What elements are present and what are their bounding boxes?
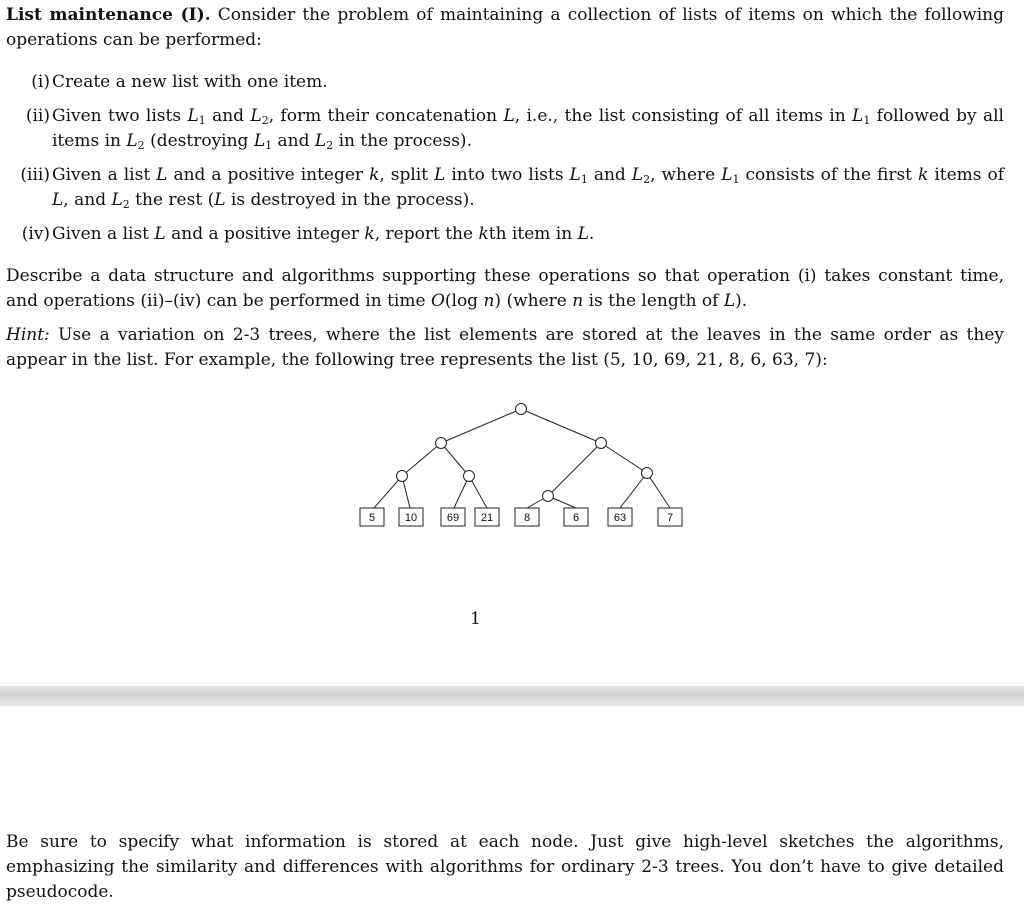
tree-leaf [475, 508, 499, 526]
problem-statement [6, 3, 1004, 53]
tree-leaf [658, 508, 682, 526]
leaf-value: 5 [368, 512, 376, 524]
leaf-value: 8 [523, 512, 531, 524]
tree-edge [521, 409, 601, 443]
tree-internal-node [596, 438, 607, 449]
problem-title: List maintenance (I). [6, 5, 211, 25]
operation-text: Given a list L and a positive integer k, report the kth item in L. [52, 224, 595, 244]
tree-root-node [516, 404, 527, 415]
tree-internal-node [543, 491, 554, 502]
tree-edge [601, 443, 647, 473]
tree-internal-node [436, 438, 447, 449]
operation-label: (ii) [25, 106, 50, 126]
page-number: 1 [470, 609, 481, 629]
tree-edge [647, 473, 670, 508]
operation-label: (iv) [21, 224, 50, 244]
task-description: Describe a data structure and algorithms supporting these operations so that operation (i) takes constant time, and operations (ii)–(iv) can be performed in time O(log n) (where n is the length of L). [6, 266, 1004, 311]
tree-internal-node [642, 468, 653, 479]
tree-edge [548, 443, 601, 496]
tree-edge [441, 443, 469, 476]
page-separator [0, 686, 1024, 706]
leaf-value: 7 [666, 512, 674, 524]
hint-paragraph [6, 323, 1004, 373]
tree-leaf [515, 508, 539, 526]
operation-label: (i) [31, 72, 50, 92]
tree-edges [374, 409, 670, 508]
final-instructions: Be sure to specify what information is stored at each node. Just give high-level sketches the algorithms, emphasizing the similarity and differences with algorithms for ordinary 2-3 trees. You don’t have to give detailed pseudocode. [6, 832, 1004, 902]
tree-internal-node [397, 471, 408, 482]
operation-text: Given two lists $L_1$ and $L_2$, form their concatenation L, i.e., the list consisting of all items in $L_1$ followed by all items in $L_2$ (destroying $L_1$ and $L_2$ in the process). [52, 106, 1004, 152]
tree-leaf [360, 508, 384, 526]
tree-diagram [350, 398, 690, 534]
operation-label: (iii) [20, 165, 50, 185]
operation-text: Given a list L and a positive integer k, split L into two lists $L_1$ and $L_2$, where $L_1$ consists of the first k items of L, and $L_2$ the rest (L is destroyed in the process). [52, 165, 1005, 211]
tree-internal-node [464, 471, 475, 482]
tree-edge [441, 409, 521, 443]
tree-leaf [399, 508, 423, 526]
hint-text: Use a variation on 2-3 trees, where the list elements are stored at the leaves in the same order as they appear in the list. For example, the following tree represents the list (5, 10, 69, 21, 8, 6, 63, 7): [6, 325, 1004, 370]
leaf-value: 21 [480, 512, 494, 524]
operation-text: Create a new list with one item. [52, 72, 328, 92]
leaf-value: 63 [613, 512, 627, 524]
leaf-value: 69 [446, 512, 460, 524]
tree-edge [620, 473, 647, 508]
tree-leaf [441, 508, 465, 526]
tree-leaf [564, 508, 588, 526]
hint-label: Hint: [6, 325, 50, 345]
leaf-value: 6 [572, 512, 580, 524]
leaf-value: 10 [404, 512, 418, 524]
tree-edge [374, 476, 402, 508]
tree-edge [402, 443, 441, 476]
problem-intro: Consider the problem of maintaining a collection of lists of items on which the following operations can be performed: [6, 5, 1004, 50]
tree-leaf [608, 508, 632, 526]
